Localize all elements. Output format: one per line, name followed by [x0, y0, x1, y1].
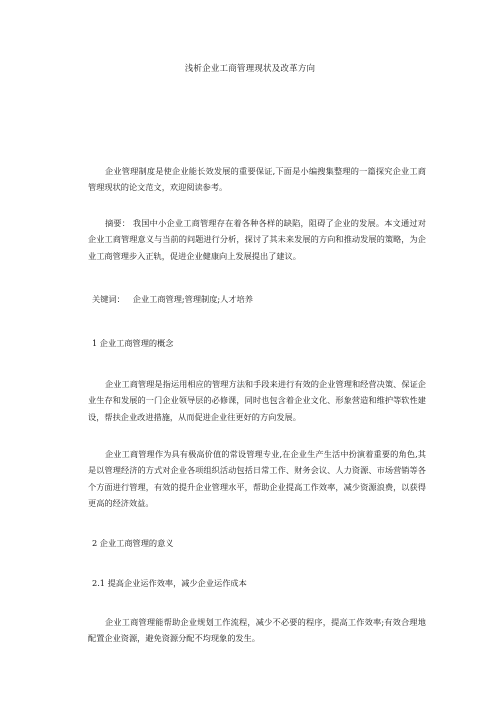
keywords-value: 企业工商管理;管理制度;人才培养	[132, 294, 253, 304]
section-1-paragraph-1: 企业工商管理是指运用相应的管理方法和手段来进行有效的企业管理和经营决策、保证企业生存和发展的一门企业领导层的必修课，同时也包含着企业文化、形象营造和维护等软性建设，帮扶企业改进措施，从而促进企业往更好的方向发展。	[88, 379, 426, 422]
abstract-paragraph: 摘要： 我国中小企业工商管理存在着各种各样的缺陷，阻碍了企业的发展。本文通过对企业工商管理意义与当前的问题进行分析，探讨了其未来发展的方向和推动发展的策略，为企业工商管理步入正轨，促进企业健康向上发展提出了建议。	[88, 218, 426, 261]
section-1-paragraph-2: 企业工商管理作为具有极高价值的常设管理专业,在企业生产生活中扮演着重要的角色,其是以管理经济的方式对企业各项组织活动包括日常工作、财务会议、人力资源、市场营销等各个方面进行管理，有效的提升企业管理水平，帮助企业提高工作效率，减少资源浪费，以获得更高的经济效益。	[88, 449, 426, 509]
section-2-1-paragraph-1: 企业工商管理能帮助企业规划工作流程，减少不必要的程序，提高工作效率;有效合理地配置企业资源，避免资源分配不均现象的发生。	[88, 617, 426, 644]
keywords-line	[92, 293, 253, 305]
keywords-label: 关键词：	[92, 294, 125, 304]
section-2-1-heading: 2.1 提高企业运作效率，减少企业运作成本	[92, 578, 247, 588]
intro-paragraph: 企业管理制度是使企业能长效发展的重要保证,下面是小编搜集整理的一篇探究企业工商管理现状的论文范文，欢迎阅读参考。	[88, 166, 426, 193]
section-2-heading: 2 企业工商管理的意义	[92, 538, 174, 548]
document-title: 浅析企业工商管理现状及改革方向	[184, 64, 316, 74]
section-1-heading: 1 企业工商管理的概念	[92, 338, 174, 348]
